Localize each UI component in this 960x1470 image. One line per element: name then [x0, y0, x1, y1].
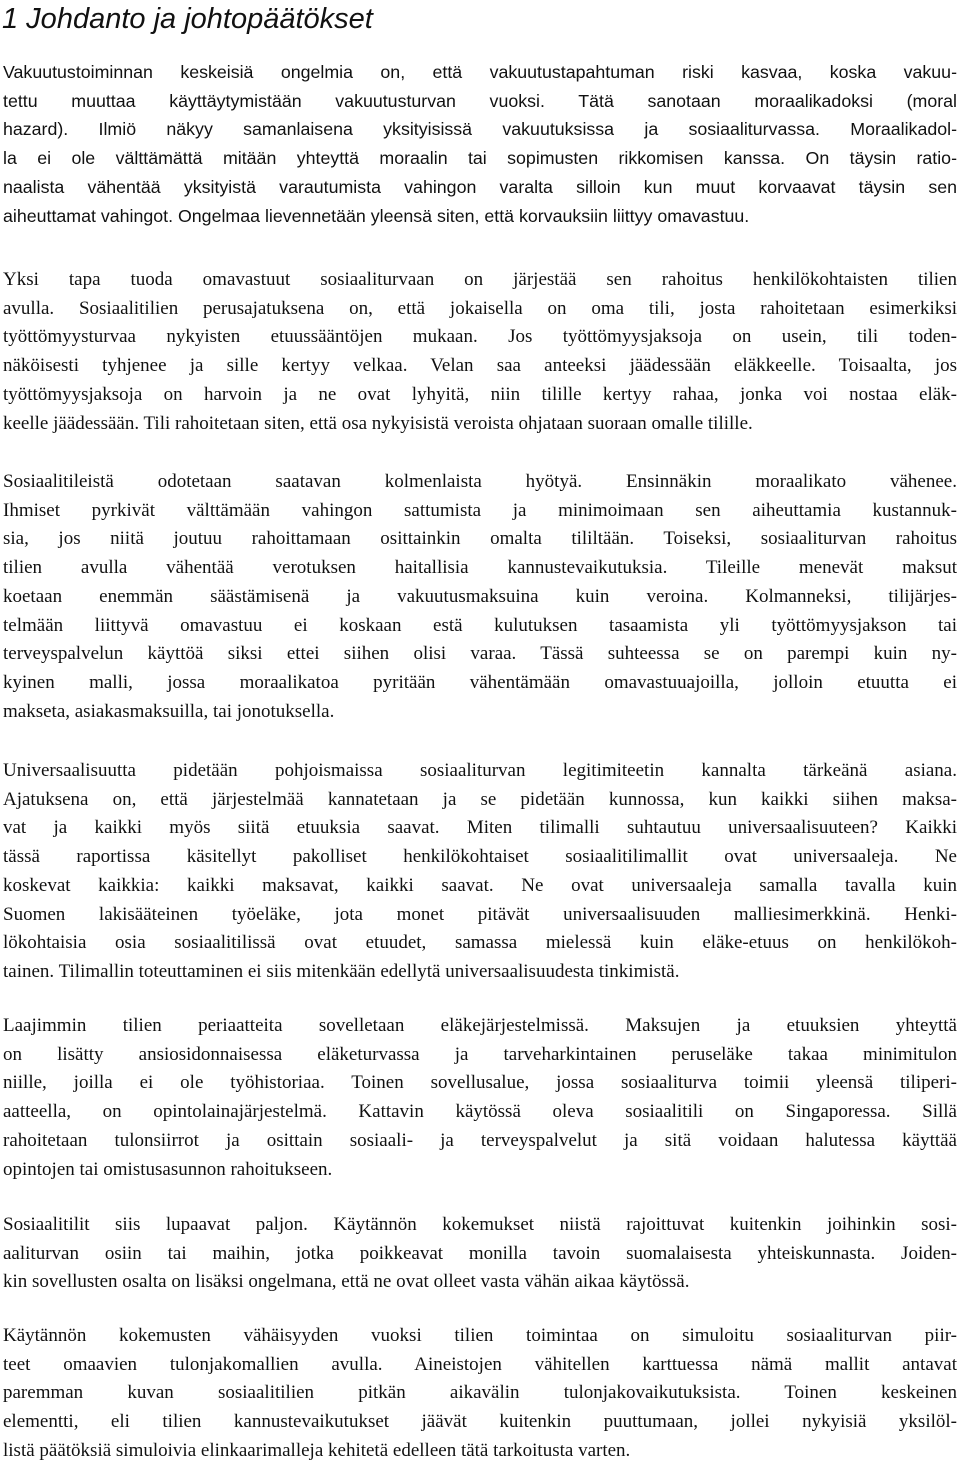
paragraph-benefits	[3, 468, 957, 726]
paragraph-line: hazard). Ilmiö näkyy samanlaisena yksityisissä vakuutuksissa ja sosiaaliturvassa. Moraalikadol-	[3, 119, 957, 140]
paragraph-line: työttömyysjaksoja on harvoin ja ne ovat lyhyitä, niin tilille kertyy rahaa, jonka voi nostaa eläk-	[3, 383, 957, 405]
paragraph-line: näköisesti tyhjenee ja sille kertyy velkaa. Velan saa anteeksi jäädessään eläkkeelle. Toisaalta, jos	[3, 355, 957, 377]
paragraph-line: tainen. Tilimallin toteuttaminen ei siis mitenkään edellytä universaalisuudesta tinkimistä.	[3, 960, 680, 982]
paragraph-line: Vakuutustoiminnan keskeisiä ongelmia on, että vakuutustapahtuman riski kasvaa, koska vakuu-	[3, 62, 957, 82]
paragraph-line: listä päätöksiä simuloivia elinkaarimalleja kehitetä edelleen tätä tarkoitusta varten.	[3, 1439, 631, 1461]
paragraph-line: vat ja kaikki myös siitä etuuksia saavat. Miten tilimalli suhtautuu universaalisuuteen? Kaikki	[3, 817, 957, 839]
paragraph-pension-systems	[3, 1012, 957, 1184]
paragraph-line: la ei ole välttämättä mitään yhteyttä moraalin tai sopimusten rikkomisen kanssa. On täysin ratio-	[3, 148, 957, 169]
paragraph-line: on lisätty ansiosidonnaisessa eläketurvassa ja tarveharkintainen peruseläke takaa minimitulon	[3, 1043, 957, 1065]
paragraph-line: työttömyysturvaa nykyisten etuussääntöjen mukaan. Jos työttömyysjaksoja on usein, tili toden-	[3, 326, 957, 348]
paragraph-line: koetaan enemmän säästämisenä ja vakuutusmaksuina kuin veroina. Kolmanneksi, tilijärjes-	[3, 585, 957, 607]
paragraph-line: naalista vähentää yksityistä varautumista vahingon varalta silloin kun muut korvaavat täysin sen	[3, 176, 957, 197]
paragraph-experiences	[3, 1211, 957, 1297]
paragraph-simulation	[3, 1322, 957, 1466]
paragraph-line: Ajatuksena on, että järjestelmää kannatetaan ja se pidetään kunnossa, kun kaikki siihen maksa-	[3, 788, 957, 810]
paragraph-universality	[3, 757, 957, 987]
paragraph-line: makseta, asiakasmaksuilla, tai jonotuksella.	[3, 700, 335, 722]
paragraph-line: elementti, eli tilien kannustevaikutukset jäävät kuitenkin puuttumaan, jollei nykyisiä yksilöl-	[3, 1411, 957, 1433]
paragraph-line: aatteella, on opintolainajärjestelmä. Kattavin käytössä oleva sosiaalitili on Singaporessa. Sillä	[3, 1101, 957, 1123]
paragraph-line: avulla. Sosiaalitilien perusajatuksena on, että jokaisella on oma tili, josta rahoitetaan esimerkiksi	[3, 297, 957, 319]
paragraph-line: aiheuttamat vahingot. Ongelmaa lievennetään yleensä siten, että korvauksiin liittyy omavastuu.	[3, 205, 750, 226]
paragraph-line: tilien avulla vähentää verotuksen haitallisia kannustevaikutuksia. Tileille menevät maksut	[3, 557, 957, 579]
paragraph-line: Universaalisuutta pidetään pohjoismaissa sosiaaliturvan legitimiteetin kannalta tärkeänä asiana.	[3, 760, 957, 781]
paragraph-line: sia, jos niitä joutuu rahoittamaan osittainkin omalta tililtään. Toiseksi, sosiaaliturvan rahoitus	[3, 528, 957, 550]
paragraph-line: tässä raportissa käsitellyt pakolliset henkilökohtaiset sosiaalitilimallit ovat universaaleja. Ne	[3, 846, 957, 868]
paragraph-personal-accounts	[3, 266, 957, 438]
section-heading: 1 Johdanto ja johtopäätökset	[2, 3, 373, 35]
paragraph-line: rahoitetaan tulonsiirrot ja osittain sosiaali- ja terveyspalvelut ja sitä voidaan halutessa käyttää	[3, 1129, 957, 1151]
paragraph-line: kyinen malli, jossa moraalikatoa pyritään vähentämään omavastuuajoilla, jolloin etuutta ei	[3, 671, 957, 693]
paragraph-line: terveyspalvelun käyttöä siksi ettei siihen olisi varaa. Tässä suhteessa se on parempi kuin ny-	[3, 643, 957, 665]
paragraph-line: niille, joilla ei ole työhistoriaa. Toinen sovellusalue, jossa sosiaaliturva toimii yleensä tiliperi-	[3, 1072, 957, 1094]
paragraph-line: Sosiaalitilit siis lupaavat paljon. Käytännön kokemukset niistä rajoittuvat kuitenkin joihinkin sosi-	[3, 1214, 957, 1235]
paragraph-line: keelle jäädessään. Tili rahoitetaan siten, että osa nykyisistä veroista ohjataan suoraan omalle tilille.	[3, 412, 753, 434]
paragraph-moral-hazard	[3, 58, 957, 230]
paragraph-line: Käytännön kokemusten vähäisyyden vuoksi tilien toimintaa on simuloitu sosiaaliturvan piir-	[3, 1325, 957, 1346]
paragraph-line: Laajimmin tilien periaatteita sovelletaan eläkejärjestelmissä. Maksujen ja etuuksien yhteyttä	[3, 1015, 957, 1036]
paragraph-line: tettu muuttaa käyttäytymistään vakuutusturvan vuoksi. Tätä sanotaan moraalikadoksi (moral	[3, 90, 957, 111]
paragraph-line: opintojen tai omistusasunnon rahoitukseen.	[3, 1158, 333, 1180]
paragraph-line: Suomen lakisääteinen työeläke, jota monet pitävät universaalisuuden malliesimerkkinä. Henki-	[3, 903, 957, 925]
paragraph-line: Sosiaalitileistä odotetaan saatavan kolmenlaista hyötyä. Ensinnäkin moraalikato vähenee.	[3, 471, 957, 492]
paragraph-line: teet omaavien tulonjakomallien avulla. Aineistojen vähitellen karttuessa nämä mallit antavat	[3, 1353, 957, 1375]
paragraph-line: Yksi tapa tuoda omavastuut sosiaaliturvaan on järjestää sen rahoitus henkilökohtaisten tilien	[3, 269, 957, 290]
paragraph-line: telmään liittyvä omavastuu ei koskaan estä kulutuksen tasaamista yli työttömyysjakson tai	[3, 614, 957, 636]
paragraph-line: aaliturvan osiin tai maihin, jotka poikkeavat monilla tavoin suomalaisesta yhteiskunnasta. Joiden-	[3, 1242, 957, 1264]
paragraph-line: koskevat kaikkia: kaikki maksavat, kaikki saavat. Ne ovat universaaleja samalla tavalla kuin	[3, 874, 957, 896]
paragraph-line: Ihmiset pyrkivät välttämään vahingon sattumista ja minimoimaan sen aiheuttamia kustannuk-	[3, 499, 957, 521]
paragraph-line: lökohtaisia osia sosiaalitilissä ovat etuudet, samassa mielessä kuin eläke-etuus on henkilökoh-	[3, 932, 957, 954]
paragraph-line: paremman kuvan sosiaalitilien pitkän aikavälin tulonjakovaikutuksista. Toinen keskeinen	[3, 1382, 957, 1404]
paragraph-line: kin sovellusten osalta on lisäksi ongelmana, että ne ovat olleet vasta vähän aikaa käytössä.	[3, 1271, 690, 1293]
